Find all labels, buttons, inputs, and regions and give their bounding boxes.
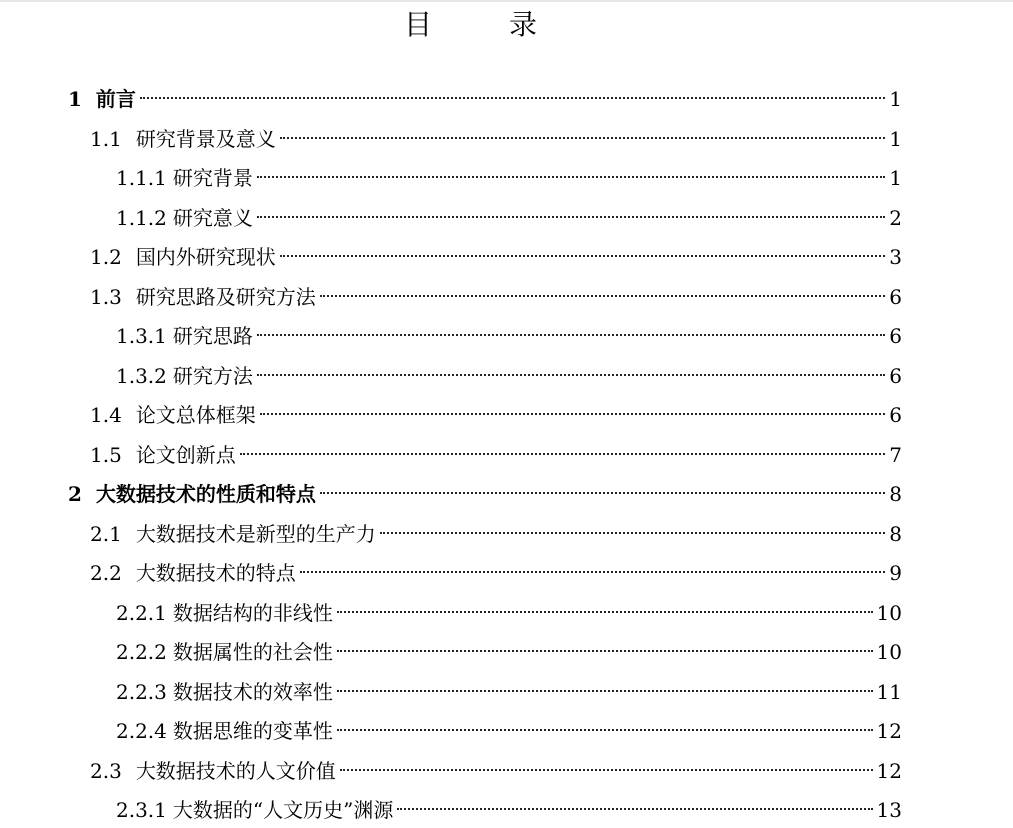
toc-entry-number: 2.3 bbox=[90, 759, 122, 783]
toc-entry-number: 1.3.2 bbox=[116, 364, 167, 388]
dot-leader bbox=[257, 216, 885, 218]
toc-entry-page-number: 6 bbox=[889, 364, 902, 388]
toc-entry-page-number: 8 bbox=[889, 522, 902, 546]
toc-entry[interactable] bbox=[116, 716, 902, 746]
toc-entry-page-number: 3 bbox=[889, 245, 902, 269]
toc-entry-page-number: 9 bbox=[889, 561, 902, 585]
toc-entry-label: 大数据技术的人文价值 bbox=[135, 759, 336, 783]
toc-entry-page-number: 8 bbox=[889, 482, 902, 506]
dot-leader bbox=[320, 492, 885, 494]
toc-entry[interactable] bbox=[116, 321, 902, 351]
toc-entry-number: 1.1 bbox=[90, 127, 122, 151]
toc-entry[interactable] bbox=[90, 756, 902, 786]
toc-entry[interactable] bbox=[68, 479, 902, 509]
toc-entry-page-number: 12 bbox=[876, 759, 902, 783]
toc-entry[interactable] bbox=[68, 84, 902, 114]
toc-entry-number: 2.1 bbox=[90, 522, 122, 546]
toc-entry-label: 大数据技术的性质和特点 bbox=[95, 482, 316, 506]
toc-entry-number: 2.2 bbox=[90, 561, 122, 585]
toc-entry-page-number: 1 bbox=[889, 166, 902, 190]
toc-entry-page-number: 1 bbox=[889, 87, 902, 111]
toc-entry-page-number: 12 bbox=[876, 719, 902, 743]
toc-entry-number: 2.2.1 bbox=[116, 601, 167, 625]
toc-entry-label: 国内外研究现状 bbox=[135, 245, 276, 269]
toc-entry[interactable] bbox=[116, 203, 902, 233]
toc-entry-page-number: 7 bbox=[889, 443, 902, 467]
dot-leader bbox=[337, 729, 873, 731]
toc-entry[interactable] bbox=[90, 440, 902, 470]
toc-entry-number: 1.2 bbox=[90, 245, 122, 269]
toc-entry-label: 数据思维的变革性 bbox=[172, 719, 333, 743]
toc-entry[interactable] bbox=[90, 400, 902, 430]
toc-entry-page-number: 13 bbox=[876, 798, 902, 822]
toc-entry-page-number: 2 bbox=[889, 206, 902, 230]
toc-entry-label: 数据属性的社会性 bbox=[172, 640, 333, 664]
toc-entry[interactable] bbox=[116, 163, 902, 193]
dot-leader bbox=[340, 769, 873, 771]
toc-entry-number: 2.2.4 bbox=[116, 719, 167, 743]
dot-leader bbox=[257, 374, 885, 376]
toc-entry-number: 1.1.2 bbox=[116, 206, 167, 230]
toc-entry-number: 2.2.2 bbox=[116, 640, 167, 664]
toc-entry-label: 研究思路 bbox=[172, 324, 253, 348]
toc-entry-number: 1.4 bbox=[90, 403, 122, 427]
toc-entry-label: 研究意义 bbox=[172, 206, 253, 230]
toc-entry-number: 2.2.3 bbox=[116, 680, 167, 704]
toc-entry[interactable] bbox=[90, 124, 902, 154]
page-title: 目 录 bbox=[404, 8, 571, 41]
toc-entry-label: 论文总体框架 bbox=[135, 403, 256, 427]
dot-leader bbox=[260, 413, 885, 415]
toc-entry-number: 1 bbox=[68, 87, 82, 111]
toc-entry[interactable] bbox=[116, 361, 902, 391]
toc-entry-number: 2 bbox=[68, 482, 82, 506]
toc-entry-label: 大数据技术是新型的生产力 bbox=[135, 522, 376, 546]
toc-entry-label: 研究背景及意义 bbox=[135, 127, 276, 151]
toc-entry-number: 1.3.1 bbox=[116, 324, 167, 348]
toc-entry-label: 前言 bbox=[95, 87, 136, 111]
toc-entry[interactable] bbox=[116, 598, 902, 628]
dot-leader bbox=[337, 611, 873, 613]
toc-entry[interactable] bbox=[90, 519, 902, 549]
dot-leader bbox=[280, 137, 885, 139]
toc-entry-number: 1.3 bbox=[90, 285, 122, 309]
dot-leader bbox=[257, 176, 885, 178]
dot-leader bbox=[320, 295, 885, 297]
toc-entry[interactable] bbox=[116, 677, 902, 707]
dot-leader bbox=[257, 334, 885, 336]
dot-leader bbox=[140, 97, 885, 99]
toc-entry-page-number: 6 bbox=[889, 403, 902, 427]
toc-entry-page-number: 10 bbox=[876, 640, 902, 664]
toc-entry-label: 研究方法 bbox=[172, 364, 253, 388]
toc-entry-page-number: 6 bbox=[889, 285, 902, 309]
toc-entry-page-number: 1 bbox=[889, 127, 902, 151]
dot-leader bbox=[337, 690, 873, 692]
toc-entry-number: 1.1.1 bbox=[116, 166, 167, 190]
toc-entry-label: 研究思路及研究方法 bbox=[135, 285, 316, 309]
dot-leader bbox=[280, 255, 885, 257]
page-top-edge bbox=[0, 0, 1013, 2]
toc-entry[interactable] bbox=[116, 637, 902, 667]
toc-entry-label: 论文创新点 bbox=[135, 443, 236, 467]
dot-leader bbox=[337, 650, 873, 652]
toc-entry-label: 数据技术的效率性 bbox=[172, 680, 333, 704]
toc-entry[interactable] bbox=[116, 795, 902, 825]
dot-leader bbox=[240, 453, 885, 455]
toc-entry-number: 1.5 bbox=[90, 443, 122, 467]
toc-entry-page-number: 11 bbox=[876, 680, 902, 704]
dot-leader bbox=[397, 808, 872, 810]
dot-leader bbox=[380, 532, 885, 534]
toc-entry[interactable] bbox=[90, 558, 902, 588]
toc-entry-page-number: 10 bbox=[876, 601, 902, 625]
dot-leader bbox=[300, 571, 885, 573]
toc-entry-label: 大数据的“人文历史”渊源 bbox=[172, 798, 394, 822]
toc-entry[interactable] bbox=[90, 282, 902, 312]
toc-entry-label: 大数据技术的特点 bbox=[135, 561, 296, 585]
toc-entry[interactable] bbox=[90, 242, 902, 272]
toc-entry-label: 研究背景 bbox=[172, 166, 253, 190]
toc-entry-label: 数据结构的非线性 bbox=[172, 601, 333, 625]
toc-entry-page-number: 6 bbox=[889, 324, 902, 348]
toc-entry-number: 2.3.1 bbox=[116, 798, 167, 822]
